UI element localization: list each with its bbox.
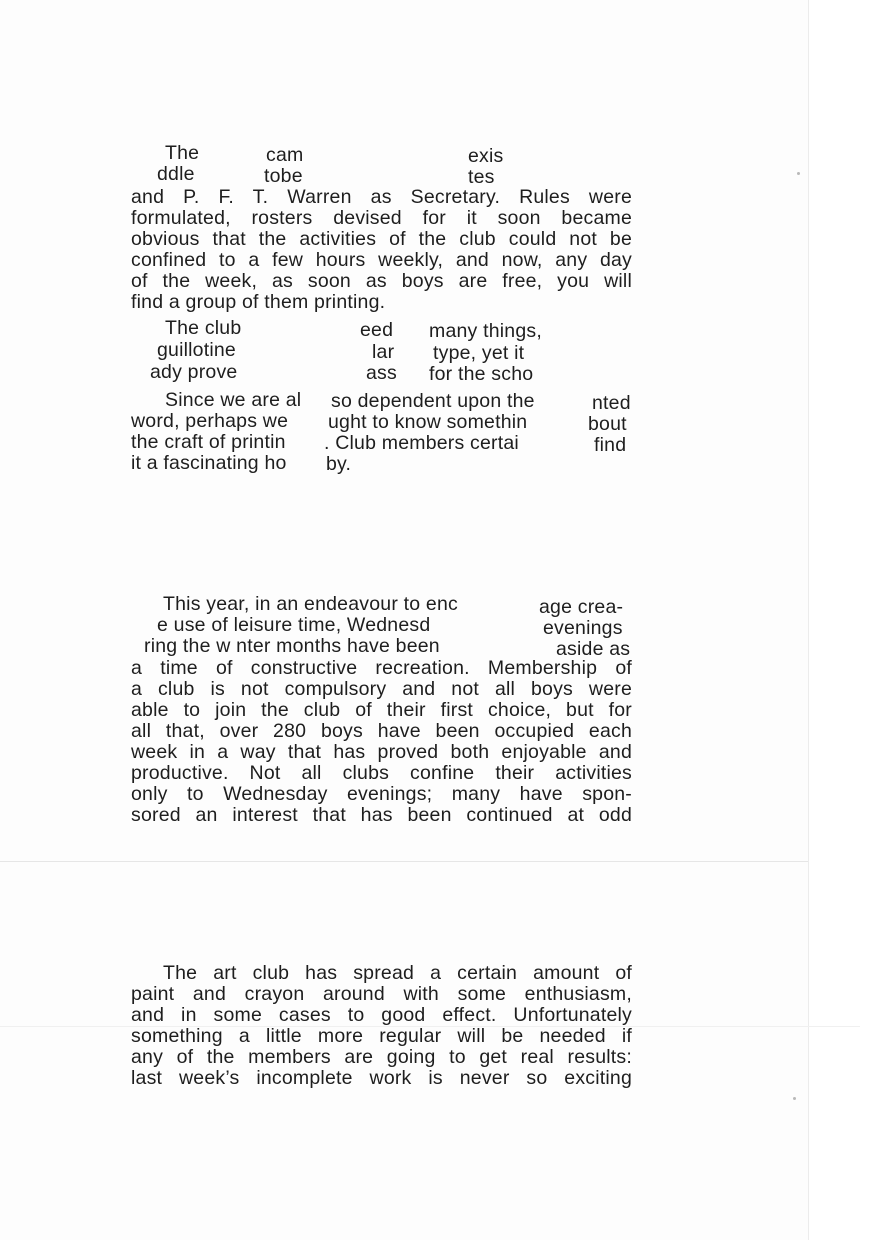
text-fragment: cam	[266, 144, 304, 166]
text-fragment: Since we are al	[165, 389, 302, 411]
fold-line	[0, 861, 808, 862]
paragraph-line: obvious that the activities of the club could not be	[131, 228, 632, 250]
text-fragment: it a fascinating ho	[131, 452, 287, 474]
paragraph-line: paint and crayon around with some enthusiasm,	[131, 983, 632, 1005]
paragraph-line: formulated, rosters devised for it soon became	[131, 207, 632, 229]
paragraph-line: of the week, as soon as boys are free, you will	[131, 270, 632, 292]
paragraph-line: sored an interest that has been continued at odd	[131, 804, 632, 826]
text-fragment: aside as	[556, 638, 631, 660]
text-fragment: The club	[165, 317, 242, 339]
text-fragment: word, perhaps we	[131, 410, 289, 432]
text-fragment: so dependent upon the	[331, 390, 535, 412]
text-fragment: The	[165, 142, 200, 164]
text-fragment: exis	[468, 145, 504, 167]
text-fragment: tes	[468, 166, 495, 188]
paragraph-line: something a little more regular will be needed if	[131, 1025, 632, 1047]
text-fragment: ass	[366, 362, 397, 384]
paragraph-line: and P. F. T. Warren as Secretary. Rules were	[131, 186, 632, 208]
text-fragment: guillotine	[157, 339, 236, 361]
text-fragment: lar	[372, 341, 395, 363]
text-fragment: ring the w nter months have been	[144, 635, 440, 657]
paragraph-line: week in a way that has proved both enjoyable and	[131, 741, 632, 763]
paragraph-line: a club is not compulsory and not all boys were	[131, 678, 632, 700]
paragraph-line: and in some cases to good effect. Unfortunately	[131, 1004, 632, 1026]
paragraph-line: able to join the club of their first choice, but for	[131, 699, 632, 721]
text-fragment: e use of leisure time, Wednesd	[157, 614, 431, 636]
text-fragment: tobe	[264, 165, 303, 187]
text-fragment: evenings	[543, 617, 623, 639]
paragraph-line: productive. Not all clubs confine their activities	[131, 762, 632, 784]
text-fragment: nted	[592, 392, 631, 414]
text-fragment: bout	[588, 413, 627, 435]
text-fragment: ddle	[157, 163, 195, 185]
paragraph-line: last week’s incomplete work is never so exciting	[131, 1067, 632, 1089]
paragraph-line: The art club has spread a certain amount of	[163, 962, 632, 984]
text-fragment: find	[594, 434, 627, 456]
paragraph-line: any of the members are going to get real results:	[131, 1046, 632, 1068]
text-fragment: ady prove	[150, 361, 238, 383]
text-fragment: many things,	[429, 320, 542, 342]
text-fragment: the craft of printin	[131, 431, 286, 453]
page-edge	[808, 0, 876, 1240]
scan-speck	[797, 172, 800, 175]
text-fragment: This year, in an endeavour to enc	[163, 593, 458, 615]
text-fragment: eed	[360, 319, 394, 341]
paragraph-line: only to Wednesday evenings; many have spon-	[131, 783, 632, 805]
text-fragment: ught to know somethin	[328, 411, 528, 433]
text-fragment: by.	[326, 453, 352, 475]
paragraph-line: a time of constructive recreation. Membership of	[131, 657, 632, 679]
text-fragment: for the scho	[429, 363, 534, 385]
paragraph-line: confined to a few hours weekly, and now, any day	[131, 249, 632, 271]
scan-speck	[793, 1097, 796, 1100]
paragraph-line: all that, over 280 boys have been occupied each	[131, 720, 632, 742]
text-fragment: . Club members certai	[324, 432, 519, 454]
text-fragment: age crea-	[539, 596, 624, 618]
paragraph-line: find a group of them printing.	[131, 291, 386, 313]
text-fragment: type, yet it	[433, 342, 525, 364]
